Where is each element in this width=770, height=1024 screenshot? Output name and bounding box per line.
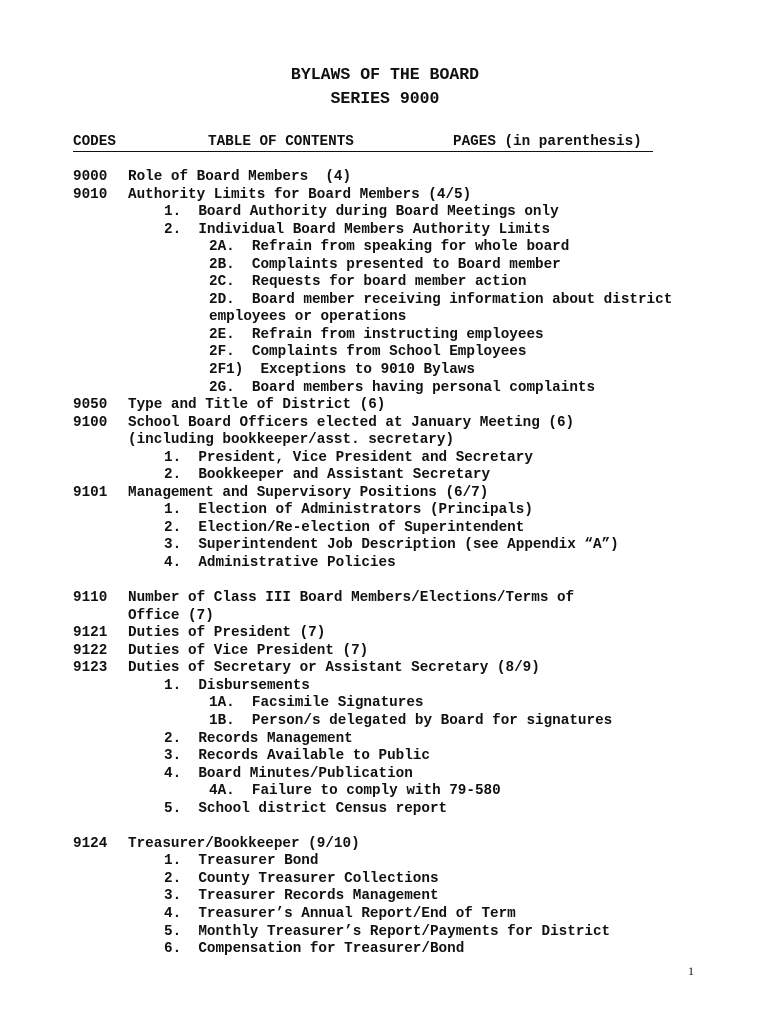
toc-line: [73, 924, 713, 942]
toc-line: [73, 678, 713, 696]
toc-line: [73, 713, 713, 731]
toc-entry-text: Number of Class III Board Members/Elections/Terms of: [128, 590, 575, 607]
toc-entry-text: School Board Officers elected at January Meeting (6): [128, 414, 575, 431]
toc-line: [73, 380, 713, 398]
toc-code: 9000: [73, 169, 108, 185]
toc-entry-text: Management and Supervisory Positions (6/7): [128, 484, 489, 501]
toc-line: [73, 204, 713, 222]
toc-line: [73, 222, 713, 240]
header-underline: [73, 151, 653, 152]
toc-code: 9100: [73, 414, 108, 431]
toc-entry-text: 2. Individual Board Members Authority Limits: [164, 221, 551, 238]
toc-line: [73, 257, 713, 275]
toc-line: [73, 292, 713, 310]
toc-code: 9122: [73, 642, 108, 659]
toc-code: 9121: [73, 625, 108, 642]
toc-code: 9010: [73, 186, 108, 203]
blank-line: [73, 573, 713, 591]
toc-line: [73, 327, 713, 345]
toc-entry-text: employees or operations: [209, 309, 407, 326]
toc-line: [73, 783, 713, 801]
toc-line: [73, 485, 713, 503]
toc-line: [73, 695, 713, 713]
toc-entry-text: 4. Administrative Policies: [164, 555, 396, 572]
toc-entry-text: 1. Election of Administrators (Principals): [164, 502, 533, 519]
page-number: 1: [688, 964, 694, 978]
toc-entry-text: 2F. Complaints from School Employees: [209, 344, 527, 361]
toc-entry-text: 2. Election/Re-election of Superintendent: [164, 519, 525, 536]
toc-line: [73, 871, 713, 889]
toc-line: [73, 520, 713, 538]
document-title: BYLAWS OF THE BOARD: [290, 65, 480, 84]
toc-line: [73, 344, 713, 362]
toc-line: [73, 239, 713, 257]
toc-entry-text: 1. Disbursements: [164, 677, 310, 694]
toc-line: [73, 502, 713, 520]
toc-line: [73, 309, 713, 327]
toc-entry-text: 2B. Complaints presented to Board member: [209, 256, 561, 273]
toc-entry-text: 1. Board Authority during Board Meetings only: [164, 204, 559, 221]
toc-code: 9050: [73, 397, 108, 414]
toc-line: [73, 853, 713, 871]
toc-entry-text: 3. Treasurer Records Management: [164, 888, 439, 905]
blank-line: [73, 818, 713, 836]
toc-line: [73, 555, 713, 573]
toc-entry-text: 2G. Board members having personal complaints: [209, 379, 596, 396]
toc-entry-text: 5. School district Census report: [164, 800, 448, 817]
toc-line: [73, 625, 713, 643]
toc-entry-text: 1. President, Vice President and Secretary: [164, 449, 533, 466]
toc-entry-text: 4. Board Minutes/Publication: [164, 765, 413, 782]
toc-entry-text: Duties of President (7): [128, 625, 326, 642]
toc-line: [73, 187, 713, 205]
toc-line: [73, 397, 713, 415]
toc-entry-text: 5. Monthly Treasurer’s Report/Payments for District: [164, 923, 611, 940]
toc-entry-text: 2. Records Management: [164, 730, 353, 747]
toc-entry-text: (including bookkeeper/asst. secretary): [128, 432, 455, 449]
toc-entry-text: Duties of Secretary or Assistant Secretary (8/9): [128, 660, 540, 677]
toc-entry-text: Role of Board Members (4): [128, 169, 352, 185]
toc-entry-text: 2F1) Exceptions to 9010 Bylaws: [209, 362, 475, 379]
toc-line: [73, 432, 713, 450]
toc-entry-text: 6. Compensation for Treasurer/Bond: [164, 941, 465, 958]
toc-line: [73, 608, 713, 626]
header-codes: CODES: [73, 134, 116, 150]
toc-entry-text: Office (7): [128, 607, 214, 624]
toc-line: [73, 467, 713, 485]
toc-line: [73, 660, 713, 678]
toc-entry-text: 4. Treasurer’s Annual Report/End of Term: [164, 905, 516, 922]
toc-code: 9101: [73, 484, 108, 501]
toc-entry-text: 2. County Treasurer Collections: [164, 870, 439, 887]
toc-line: [73, 941, 713, 959]
toc-line: [73, 590, 713, 608]
toc-entry-text: Treasurer/Bookkeeper (9/10): [128, 835, 360, 852]
toc-line: [73, 415, 713, 433]
toc-line: [73, 169, 713, 187]
toc-entry-text: 2C. Requests for board member action: [209, 274, 527, 291]
header-table-of-contents: TABLE OF CONTENTS: [208, 134, 354, 150]
toc-line: [73, 274, 713, 292]
toc-entry-text: Duties of Vice President (7): [128, 642, 369, 659]
toc-line: [73, 537, 713, 555]
toc-line: [73, 643, 713, 661]
toc-line: [73, 748, 713, 766]
toc-entry-text: 2E. Refrain from instructing employees: [209, 326, 544, 343]
table-of-contents: [73, 169, 713, 959]
toc-entry-text: 3. Superintendent Job Description (see Appendix “A”): [164, 537, 619, 554]
toc-entry-text: 2D. Board member receiving information about district: [209, 291, 673, 308]
toc-line: [73, 450, 713, 468]
toc-entry-text: 3. Records Available to Public: [164, 748, 430, 765]
toc-entry-text: Type and Title of District (6): [128, 397, 386, 414]
toc-entry-text: 4A. Failure to comply with 79-580: [209, 783, 501, 800]
toc-line: [73, 836, 713, 854]
toc-line: [73, 731, 713, 749]
toc-code: 9123: [73, 660, 108, 677]
toc-code: 9124: [73, 835, 108, 852]
toc-line: [73, 888, 713, 906]
toc-entry-text: 2A. Refrain from speaking for whole board: [209, 239, 570, 256]
toc-entry-text: 1A. Facsimile Signatures: [209, 695, 424, 712]
toc-line: [73, 766, 713, 784]
document-subtitle: SERIES 9000: [330, 89, 440, 108]
toc-entry-text: 1B. Person/s delegated by Board for signatures: [209, 712, 613, 729]
header-pages: PAGES (in parenthesis): [453, 134, 642, 150]
toc-line: [73, 801, 713, 819]
toc-entry-text: 1. Treasurer Bond: [164, 853, 319, 870]
toc-line: [73, 906, 713, 924]
toc-entry-text: 2. Bookkeeper and Assistant Secretary: [164, 467, 491, 484]
toc-code: 9110: [73, 590, 108, 607]
toc-entry-text: Authority Limits for Board Members (4/5): [128, 186, 472, 203]
toc-line: [73, 362, 713, 380]
